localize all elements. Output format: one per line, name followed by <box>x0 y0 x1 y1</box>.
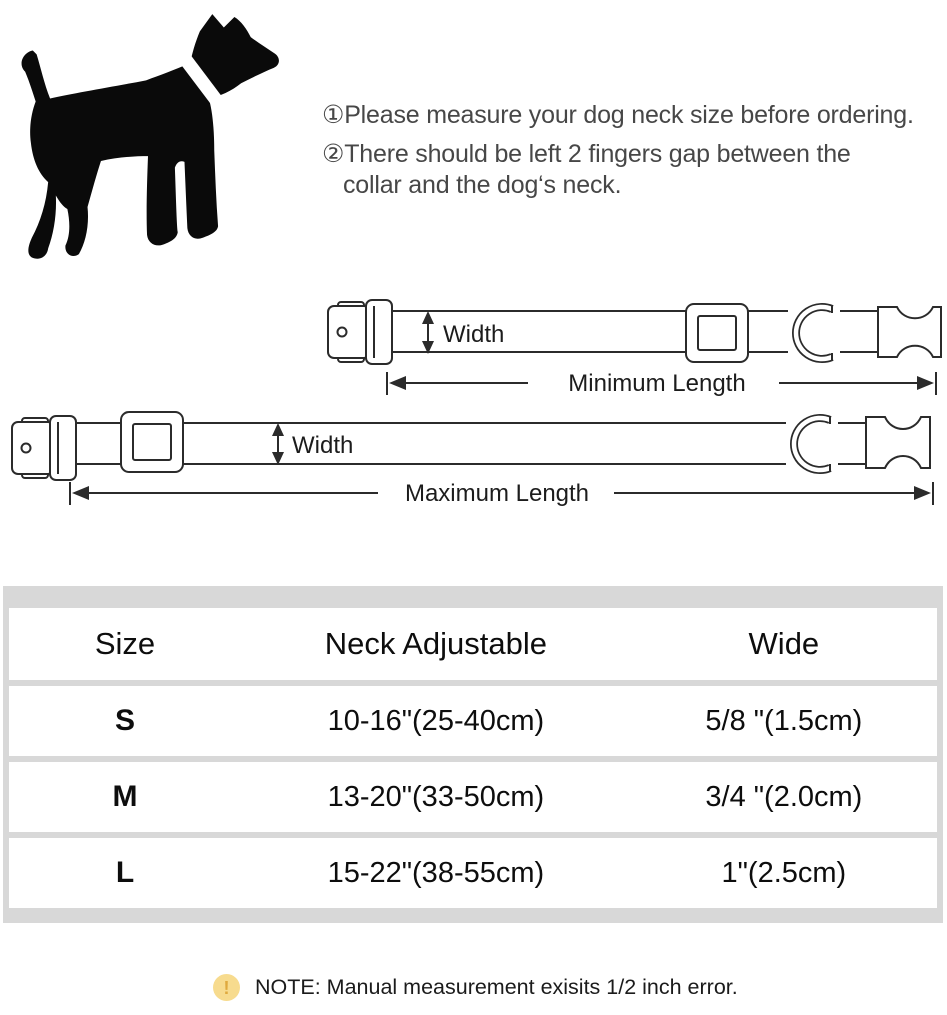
collar-strap <box>74 423 868 464</box>
buckle-female <box>12 416 76 480</box>
instruction-step-2: ②There should be left 2 fingers gap between the <box>322 140 851 168</box>
d-ring <box>788 305 840 361</box>
buckle-male <box>866 417 930 468</box>
table-row-s <box>9 686 937 756</box>
size-cell: M <box>112 780 138 813</box>
strap-slider <box>686 304 748 362</box>
wide-cell: 1"(2.5cm) <box>721 856 847 889</box>
width-label: Width <box>443 321 505 348</box>
collar-diagram-minimum <box>320 295 947 410</box>
size-chart-table <box>3 586 943 923</box>
wide-cell: 3/4 "(2.0cm) <box>705 780 863 813</box>
col-header-wide: Wide <box>748 626 820 661</box>
exclamation-mark: ! <box>223 977 230 998</box>
min-length-measure <box>387 370 936 397</box>
table-header-row <box>9 608 937 680</box>
neck-cell: 13-20"(33-50cm) <box>327 780 545 813</box>
instruction-step-1: ①Please measure your dog neck size before ordering. <box>322 101 914 129</box>
buckle-female <box>328 300 392 364</box>
neck-cell: 15-22"(38-55cm) <box>327 856 545 889</box>
width-label: Width <box>292 432 354 459</box>
note-row <box>213 974 738 1001</box>
table-row-m <box>9 762 937 832</box>
size-cell: L <box>115 856 135 889</box>
buckle-male <box>878 307 941 357</box>
max-length-label: Maximum Length <box>404 480 590 507</box>
table-row-l <box>9 838 937 908</box>
neck-cell: 10-16"(25-40cm) <box>327 704 545 737</box>
size-cell: S <box>114 704 135 737</box>
max-length-measure <box>70 480 933 507</box>
collar-diagram-maximum <box>0 405 947 520</box>
note-text: NOTE: Manual measurement exisits 1/2 inch error. <box>255 975 738 999</box>
exclamation-icon <box>213 974 240 1001</box>
min-length-label: Minimum Length <box>568 370 746 397</box>
instruction-step-2-cont: collar and the dog‘s neck. <box>343 171 622 199</box>
wide-cell: 5/8 "(1.5cm) <box>705 704 863 737</box>
col-header-neck-adjustable: Neck Adjustable <box>324 626 548 661</box>
col-header-size: Size <box>94 626 156 661</box>
dog-silhouette <box>4 6 292 266</box>
strap-slider <box>121 412 183 472</box>
dog-body-shape <box>22 14 279 259</box>
d-ring <box>786 416 838 472</box>
